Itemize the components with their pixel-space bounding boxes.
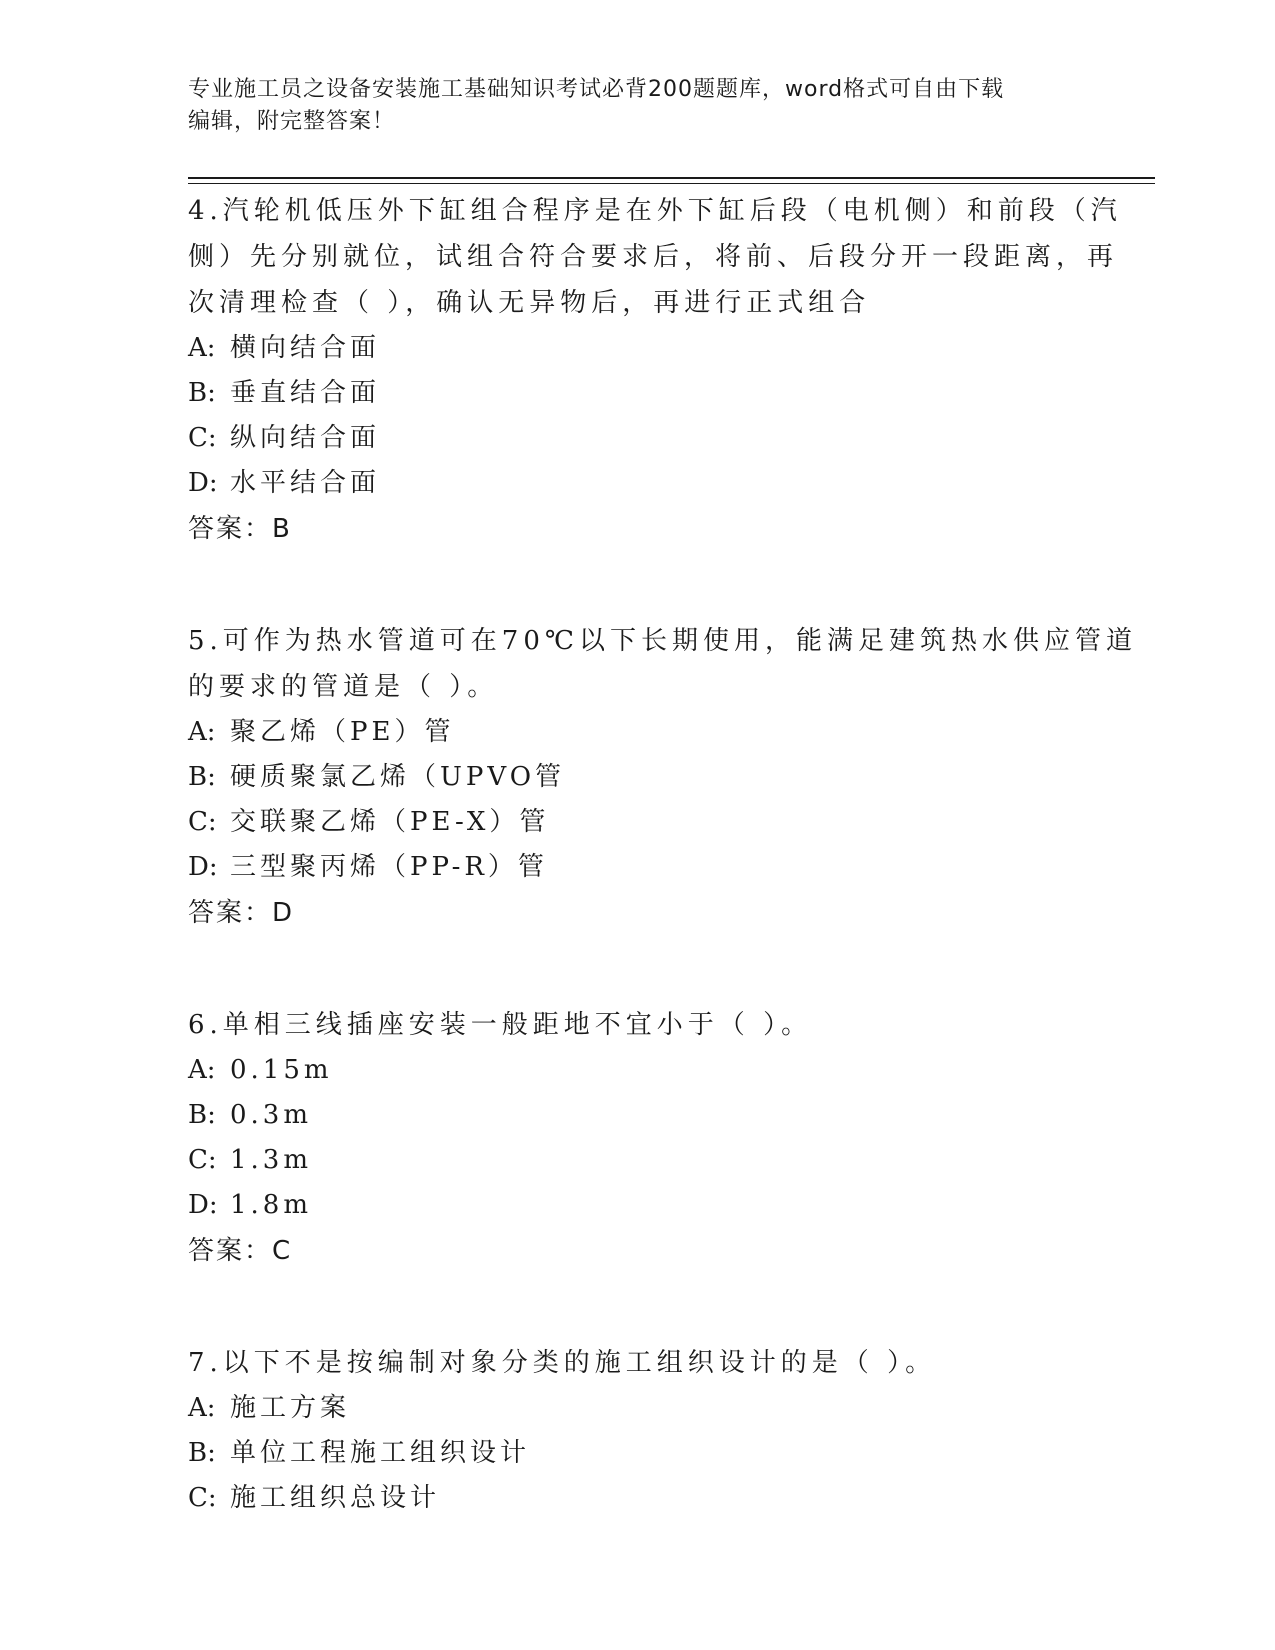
document-header	[188, 74, 1068, 138]
option-a	[188, 326, 1068, 371]
option-text: 0.15m	[230, 1055, 333, 1085]
question-stem-line: 5.可作为热水管道可在70℃以下长期使用，能满足建筑热水供应管道	[188, 626, 1137, 656]
question-4	[188, 188, 1122, 552]
option-key: B:	[188, 762, 216, 792]
question-stem-line: 6.单相三线插座安装一般距地不宜小于（ ）。	[188, 1010, 813, 1040]
option-text: 施工组织总设计	[230, 1483, 441, 1513]
question-6	[188, 1002, 1068, 1274]
option-d	[188, 1183, 1068, 1228]
option-key: B:	[188, 378, 216, 408]
option-c	[188, 416, 1068, 461]
option-text: 0.3m	[230, 1100, 313, 1130]
option-text: 三型聚丙烯（PP-R）管	[230, 852, 548, 882]
option-text: 聚乙烯（PE）管	[230, 717, 455, 747]
question-7	[188, 1340, 1068, 1521]
option-text: 水平结合面	[230, 468, 381, 498]
option-key: C:	[188, 807, 217, 837]
question-stem-line: 侧）先分别就位，试组合符合要求后，将前、后段分开一段距离，再	[188, 242, 1119, 272]
option-a	[188, 1386, 1068, 1431]
option-key: A:	[188, 1393, 216, 1423]
option-key: A:	[188, 1055, 216, 1085]
option-a	[188, 1048, 1068, 1093]
question-stem	[188, 1002, 1068, 1048]
header-divider-thin	[188, 183, 1155, 184]
option-text: 交联聚乙烯（PE-X）管	[230, 807, 550, 837]
question-list	[188, 188, 1137, 1521]
option-key: D:	[188, 1190, 218, 1220]
option-c	[188, 800, 1068, 845]
option-b	[188, 1431, 1068, 1476]
option-a	[188, 710, 1068, 755]
question-stem	[188, 1340, 1068, 1386]
option-key: C:	[188, 423, 217, 453]
option-text: 垂直结合面	[230, 378, 381, 408]
option-b	[188, 755, 1068, 800]
question-stem-line: 次清理检查（ ），确认无异物后，再进行正式组合	[188, 288, 871, 318]
option-key: C:	[188, 1483, 217, 1513]
question-stem-line: 4.汽轮机低压外下缸组合程序是在外下缸后段（电机侧）和前段（汽	[188, 196, 1122, 226]
option-b	[188, 371, 1068, 416]
option-text: 硬质聚氯乙烯（UPVO管	[230, 762, 566, 792]
option-d	[188, 845, 1068, 890]
option-text: 横向结合面	[230, 333, 381, 363]
option-c	[188, 1138, 1068, 1183]
header-title-line-1: 专业施工员之设备安装施工基础知识考试必背200题题库，word格式可自由下载	[188, 77, 1005, 102]
answer-line: 答案：D	[188, 898, 295, 928]
option-key: B:	[188, 1438, 216, 1468]
question-stem	[188, 618, 1137, 710]
option-text: 单位工程施工组织设计	[230, 1438, 531, 1468]
question-stem	[188, 188, 1122, 326]
header-title-line-2: 编辑，附完整答案！	[188, 109, 396, 134]
question-5	[188, 618, 1137, 936]
question-stem-line: 的要求的管道是（ ）。	[188, 672, 499, 702]
answer-line: 答案：B	[188, 514, 292, 544]
option-b	[188, 1093, 1068, 1138]
option-text: 施工方案	[230, 1393, 351, 1423]
option-c	[188, 1476, 1068, 1521]
option-text: 纵向结合面	[230, 423, 381, 453]
option-key: B:	[188, 1100, 216, 1130]
question-stem-line: 7.以下不是按编制对象分类的施工组织设计的是（ ）。	[188, 1348, 937, 1378]
option-key: A:	[188, 333, 216, 363]
answer-line: 答案：C	[188, 1236, 293, 1266]
option-text: 1.8m	[230, 1190, 313, 1220]
option-key: D:	[188, 468, 218, 498]
option-key: C:	[188, 1145, 217, 1175]
option-text: 1.3m	[230, 1145, 313, 1175]
option-key: A:	[188, 717, 216, 747]
header-divider-thick	[188, 177, 1155, 179]
option-key: D:	[188, 852, 218, 882]
option-d	[188, 461, 1068, 506]
